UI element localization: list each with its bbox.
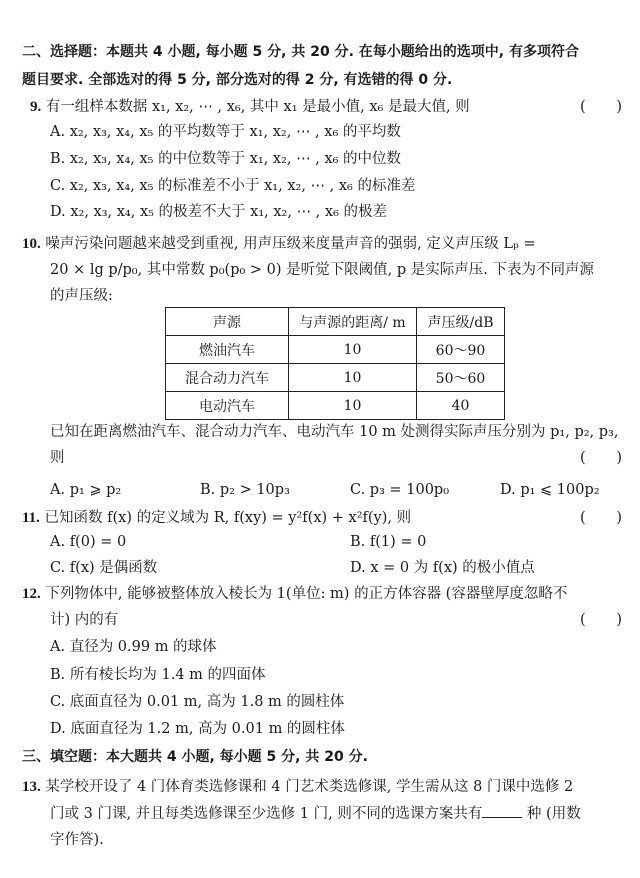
q9-option-c: C. x₂, x₃, x₄, x₅ 的标准差不小于 x₁, x₂, ⋯ , x₆ 的标准差 — [50, 178, 416, 194]
q9-stem: 9. 有一组样本数据 x₁, x₂, ⋯ , x₆, 其中 x₁ 是最小值, x₆ 是最大值, 则 — [30, 99, 470, 115]
q13-stem-2: 门或 3 门课, 并且每类选修课至少选修 1 门, 则不同的选课方案共有 种 (用数 — [50, 803, 581, 824]
table-header: 声源 — [166, 308, 289, 336]
q12-stem-2: 计) 内的有 — [50, 612, 119, 628]
q11-option-d: D. x = 0 为 f(x) 的极小值点 — [350, 560, 535, 576]
table-cell: 10 — [289, 336, 417, 364]
q11-stem: 11. 已知函数 f(x) 的定义域为 R, f(xy) = y²f(x) + x²f(y), 则 — [22, 510, 412, 526]
q10-stem-3: 的声压级: — [50, 288, 113, 304]
table-cell: 60～90 — [417, 336, 505, 364]
table-header: 声压级/dB — [417, 308, 505, 336]
sound-level-table — [165, 307, 505, 420]
q10-stem-4: 已知在距离燃油汽车、混合动力汽车、电动汽车 10 m 处测得实际声压分别为 p₁, p₂, p₃, — [50, 424, 619, 440]
answer-paren: ( ) — [580, 99, 622, 115]
table-cell: 燃油汽车 — [166, 336, 289, 364]
q9-option-b: B. x₂, x₃, x₄, x₅ 的中位数等于 x₁, x₂, ⋯ , x₆ 的中位数 — [50, 151, 402, 167]
q10-option-d: D. p₁ ⩽ 100p₂ — [500, 482, 600, 498]
q10-stem-2: 20 × lg p/p₀, 其中常数 p₀(p₀ > 0) 是听觉下限阈值, p 是实际声压. 下表为不同声源 — [50, 262, 594, 278]
table-cell: 50～60 — [417, 364, 505, 392]
q10-stem-5: 则 — [50, 450, 65, 466]
q10-option-c: C. p₃ = 100p₀ — [350, 482, 450, 498]
q12-option-d: D. 底面直径为 1.2 m, 高为 0.01 m 的圆柱体 — [50, 721, 345, 737]
answer-paren: ( ) — [580, 510, 622, 526]
section2-heading-cont: 题目要求. 全部选对的得 5 分, 部分选对的得 2 分, 有选错的得 0 分. — [22, 72, 453, 88]
section3-heading: 三、填空题：本大题共 4 小题, 每小题 5 分, 共 20 分. — [22, 749, 368, 765]
section2-heading: 二、选择题：本题共 4 小题, 每小题 5 分, 共 20 分. 在每小题给出的选项中, 有多项符合 — [22, 44, 579, 60]
q12-option-a: A. 直径为 0.99 m 的球体 — [50, 639, 217, 655]
q13-stem-1: 13. 某学校开设了 4 门体育类选修课和 4 门艺术类选修课, 学生需从这 8 门课中选修 2 — [22, 779, 574, 795]
answer-paren: ( ) — [580, 612, 622, 628]
q13-stem-3: 字作答). — [50, 832, 104, 848]
table-cell: 40 — [417, 392, 505, 420]
q11-option-b: B. f(1) = 0 — [350, 534, 427, 550]
table-header-row — [166, 308, 505, 336]
table-header: 与声源的距离/ m — [289, 308, 417, 336]
q9-option-a: A. x₂, x₃, x₄, x₅ 的平均数等于 x₁, x₂, ⋯ , x₆ 的平均数 — [50, 124, 401, 140]
q12-stem-1: 12. 下列物体中, 能够被整体放入棱长为 1(单位: m) 的正方体容器 (容器壁厚度忽略不 — [22, 586, 568, 602]
answer-blank[interactable] — [482, 803, 522, 818]
q9-option-d: D. x₂, x₃, x₄, x₅ 的极差不大于 x₁, x₂, ⋯ , x₆ 的极差 — [50, 204, 388, 220]
q11-option-a: A. f(0) = 0 — [50, 534, 127, 550]
answer-paren: ( ) — [580, 450, 622, 466]
table-cell: 10 — [289, 392, 417, 420]
q12-option-b: B. 所有棱长均为 1.4 m 的四面体 — [50, 667, 266, 683]
q11-option-c: C. f(x) 是偶函数 — [50, 560, 158, 576]
q12-option-c: C. 底面直径为 0.01 m, 高为 1.8 m 的圆柱体 — [50, 694, 345, 710]
q10-stem-1: 10. 噪声污染问题越来越受到重视, 用声压级来度量声音的强弱, 定义声压级 Lₚ = — [22, 236, 536, 252]
table-cell: 混合动力汽车 — [166, 364, 289, 392]
q10-option-a: A. p₁ ⩾ p₂ — [50, 482, 122, 498]
q10-option-b: B. p₂ > 10p₃ — [200, 482, 290, 498]
table-cell: 电动汽车 — [166, 392, 289, 420]
table-row — [166, 392, 505, 420]
table-row — [166, 336, 505, 364]
table-cell: 10 — [289, 364, 417, 392]
table-row — [166, 364, 505, 392]
